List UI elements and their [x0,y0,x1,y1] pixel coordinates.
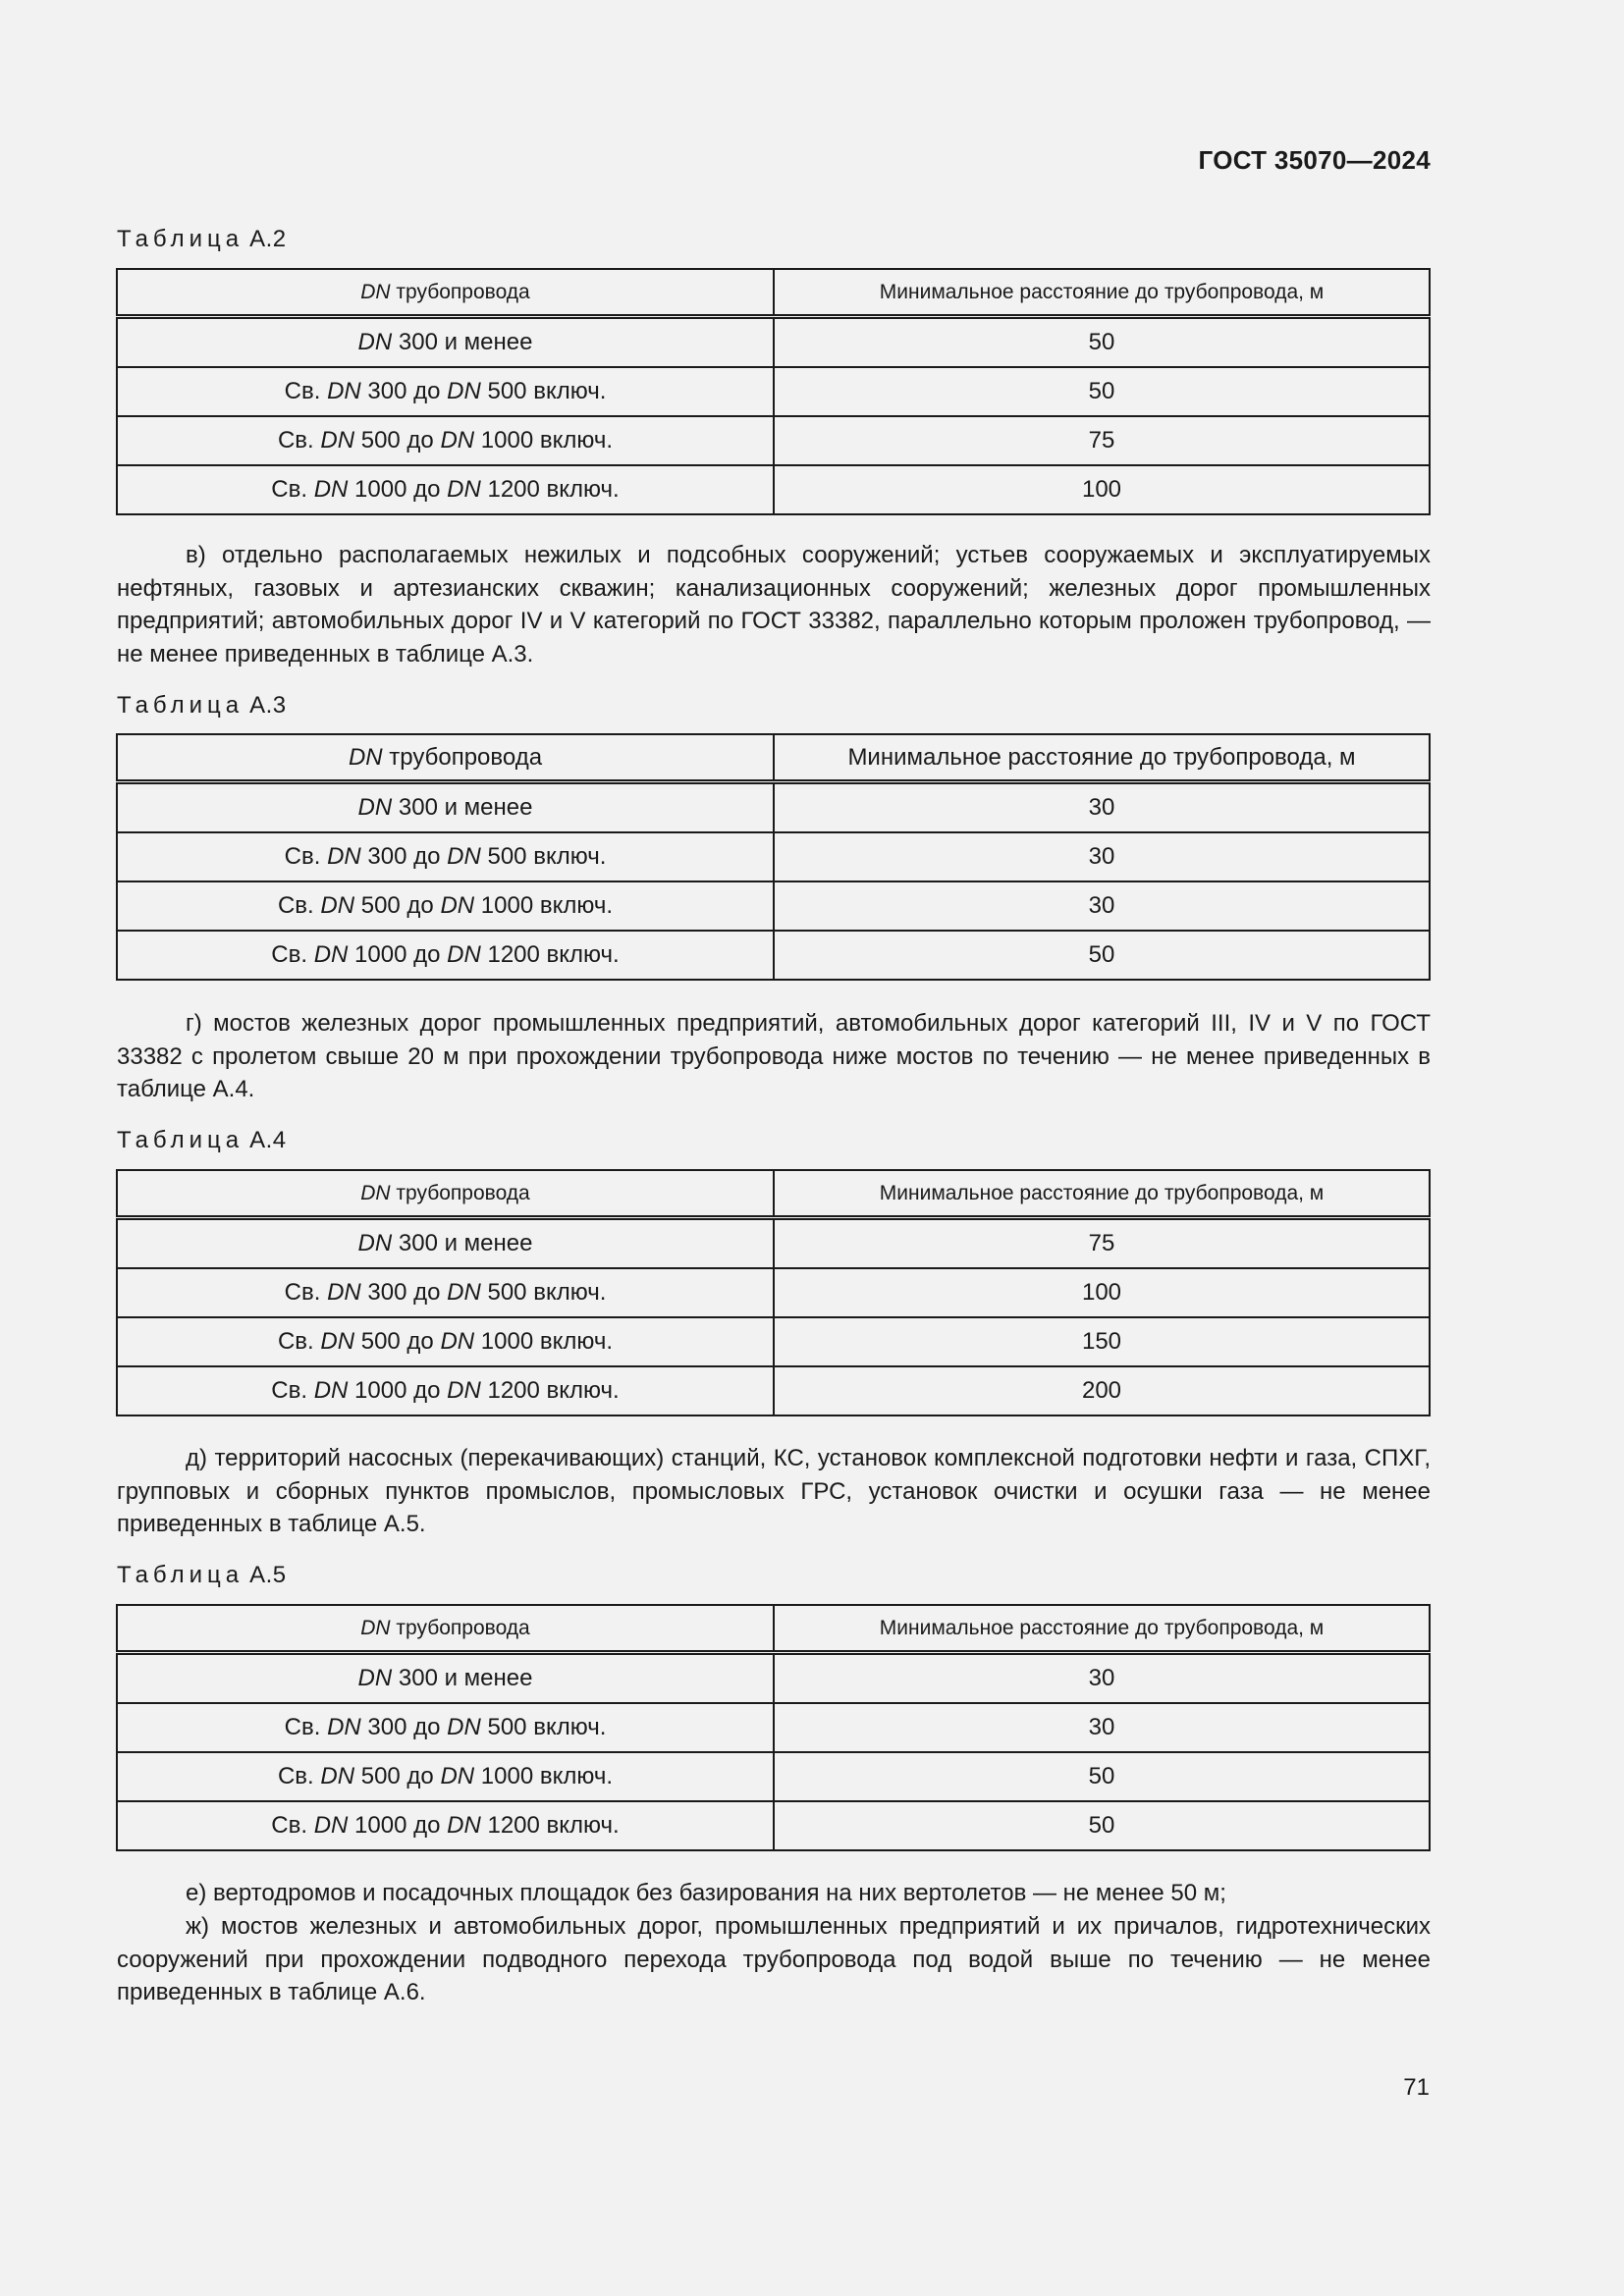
distance-cell: 30 [774,1703,1430,1752]
column-header-dn: DN трубопровода [117,269,774,317]
distance-cell: 50 [774,1752,1430,1801]
distance-cell: 50 [774,367,1430,416]
dn-cell: Св. DN 500 до DN 1000 включ. [117,881,774,931]
dn-cell: DN 300 и менее [117,782,774,833]
dn-cell: Св. DN 300 до DN 500 включ. [117,1703,774,1752]
paragraph-zh: ж) мостов железных и автомобильных дорог, промышленных предприятий и их причалов, гидротехнических сооружений при прохождении подводного перехода трубопровода под водой выше по течению — не менее приведенных в таблице А.6. [117,1913,1431,2005]
table-row [117,832,1430,881]
distance-cell: 75 [774,416,1430,465]
distance-cell: 30 [774,832,1430,881]
table-a4-caption: Таблица А.4 [117,1127,287,1153]
dn-cell: Св. DN 1000 до DN 1200 включ. [117,465,774,514]
dn-cell: Св. DN 300 до DN 500 включ. [117,367,774,416]
dn-cell: DN 300 и менее [117,1218,774,1269]
table-a2 [116,268,1431,515]
table-header-row [117,269,1430,317]
table-row [117,1218,1430,1269]
table-row [117,1317,1430,1366]
table-row [117,1752,1430,1801]
table-header-row [117,1170,1430,1218]
column-header-distance: Минимальное расстояние до трубопровода, м [774,1605,1430,1653]
table-row [117,1366,1430,1415]
table-a3 [116,733,1431,981]
dn-cell: Св. DN 1000 до DN 1200 включ. [117,1801,774,1850]
table-row [117,416,1430,465]
column-header-distance: Минимальное расстояние до трубопровода, м [774,269,1430,317]
dn-cell: DN 300 и менее [117,1653,774,1704]
distance-cell: 50 [774,317,1430,368]
table-row [117,317,1430,368]
table-row [117,881,1430,931]
distance-cell: 50 [774,1801,1430,1850]
column-header-dn: DN трубопровода [117,734,774,782]
table-a3-caption: Таблица А.3 [117,692,287,719]
distance-cell: 100 [774,1268,1430,1317]
dn-cell: Св. DN 500 до DN 1000 включ. [117,1752,774,1801]
distance-cell: 150 [774,1317,1430,1366]
table-a5 [116,1604,1431,1851]
dn-cell: Св. DN 1000 до DN 1200 включ. [117,931,774,980]
distance-cell: 30 [774,881,1430,931]
distance-cell: 30 [774,1653,1430,1704]
table-header-row [117,1605,1430,1653]
distance-cell: 100 [774,465,1430,514]
distance-cell: 30 [774,782,1430,833]
table-row [117,1653,1430,1704]
table-header-row [117,734,1430,782]
distance-cell: 200 [774,1366,1430,1415]
document-header: ГОСТ 35070—2024 [1198,145,1431,175]
paragraph-d: д) территорий насосных (перекачивающих) станций, КС, установок комплексной подготовки нефти и газа, СПХГ, групповых и сборных пунктов промыслов, промысловых ГРС, установок очистки и осушки газа — не менее приведенных в таблице А.5. [117,1445,1431,1537]
column-header-dn: DN трубопровода [117,1170,774,1218]
table-row [117,465,1430,514]
dn-cell: Св. DN 500 до DN 1000 включ. [117,1317,774,1366]
distance-cell: 50 [774,931,1430,980]
dn-cell: Св. DN 300 до DN 500 включ. [117,1268,774,1317]
column-header-dn: DN трубопровода [117,1605,774,1653]
column-header-distance: Минимальное расстояние до трубопровода, м [774,734,1430,782]
distance-cell: 75 [774,1218,1430,1269]
paragraph-v: в) отдельно располагаемых нежилых и подсобных сооружений; устьев сооружаемых и эксплуатируемых нефтяных, газовых и артезианских скважин; канализационных сооружений; железных дорог промышленных предприятий; автомобильных дорог IV и V категорий по ГОСТ 33382, параллельно которым проложен трубопровод, — не менее приведенных в таблице А.3. [117,542,1431,667]
dn-cell: DN 300 и менее [117,317,774,368]
table-a2-caption: Таблица А.2 [117,226,287,252]
dn-cell: Св. DN 1000 до DN 1200 включ. [117,1366,774,1415]
paragraph-g: г) мостов железных дорог промышленных предприятий, автомобильных дорог категорий III, IV и V по ГОСТ 33382 с пролетом свыше 20 м при прохождении трубопровода ниже мостов по течению — не менее приведенных в таблице А.4. [117,1010,1431,1102]
dn-cell: Св. DN 500 до DN 1000 включ. [117,416,774,465]
paragraph-e: е) вертодромов и посадочных площадок без базирования на них вертолетов — не менее 50 м; [186,1880,1226,1906]
table-a5-caption: Таблица А.5 [117,1562,287,1588]
table-row [117,1268,1430,1317]
table-a4 [116,1169,1431,1416]
column-header-distance: Минимальное расстояние до трубопровода, м [774,1170,1430,1218]
table-row [117,782,1430,833]
table-row [117,1801,1430,1850]
page-number: 71 [1403,2074,1430,2101]
dn-cell: Св. DN 300 до DN 500 включ. [117,832,774,881]
table-row [117,367,1430,416]
table-row [117,931,1430,980]
table-row [117,1703,1430,1752]
